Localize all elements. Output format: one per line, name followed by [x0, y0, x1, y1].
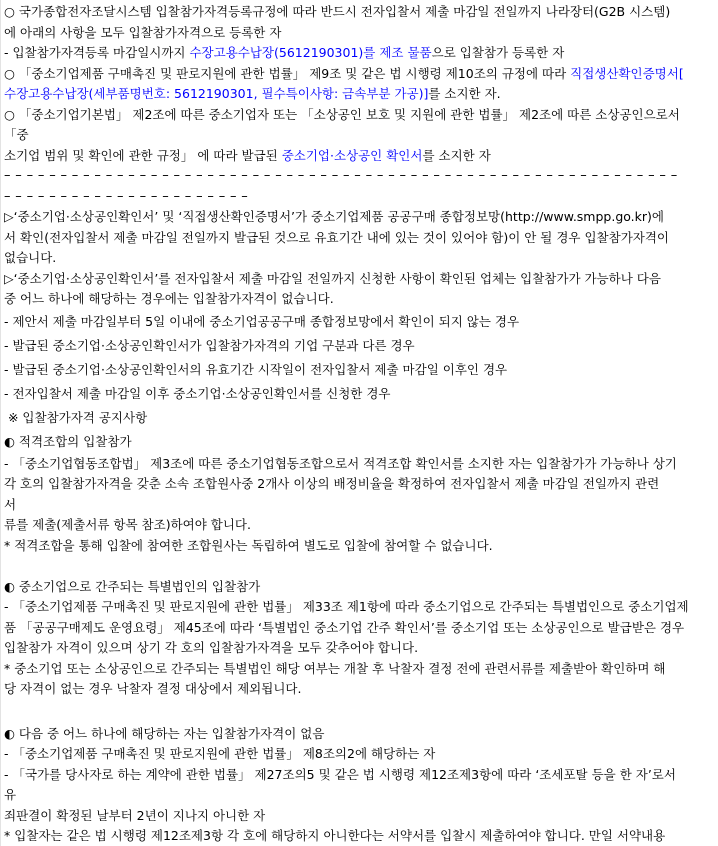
- text-segment: 서: [4, 496, 17, 512]
- highlighted-text-segment: 중소기업·소상공인 확인서: [281, 147, 423, 163]
- notice-text-line: [4, 744, 718, 765]
- separator-line: [4, 166, 718, 187]
- notice-text-line: [4, 597, 718, 618]
- text-segment: ––––––––––––––––––––––: [4, 188, 253, 204]
- text-segment: - 「국가를 당사자로 하는 계약에 관한 법률」 제27조의5 및 같은 법 시행령 제12조제3항에 따라 ‘조세포탈 등을 한 자’로서: [4, 766, 676, 782]
- text-segment: - 발급된 중소기업·소상공인확인서가 입찰참가자격의 기업 구분과 다른 경우: [4, 337, 415, 353]
- text-segment: 「중: [4, 127, 29, 142]
- text-segment: 각 호의 입찰참가자격을 갖춘 소속 조합원사중 2개사 이상의 배정비율을 확정하여 전자입찰서 제출 마감일 전일까지 관련: [4, 476, 660, 491]
- notice-text-line: [4, 64, 718, 85]
- separator-line: [4, 187, 718, 208]
- notice-text-line: [4, 105, 718, 126]
- highlighted-text-segment: 수장고용수납장(세부품명번호: 5612190301, 필수특이사항: 금속부분 가공)]: [4, 86, 429, 101]
- notice-text-line: [4, 785, 718, 806]
- text-segment: ––––––––––––––––––––––––––––––––––––––––––––––––––––––––––––: [4, 168, 682, 183]
- text-segment: ◐ 적격조합의 입찰참가: [4, 433, 132, 449]
- notice-text-line: [4, 289, 718, 310]
- notice-text-line: [4, 43, 718, 64]
- text-segment: - 「중소기업제품 구매촉진 및 판로지원에 관한 법률」 제33조 제1항에 따라 중소기업으로 간주되는 특별법인으로 중소기업제: [4, 599, 689, 614]
- text-segment: 류를 제출(제출서류 항목 참조)하여야 합니다.: [4, 517, 251, 532]
- notice-text-line: [4, 806, 718, 827]
- text-segment: 으로 입찰참가 등록한 자: [431, 45, 565, 60]
- text-segment: 서 확인(전자입찰서 제출 마감일 전일까지 발급된 것으로 유효기간 내에 있는 것이 있어야 함)이 안 될 경우 입찰참가자격이: [4, 229, 670, 245]
- notice-text-line: [4, 638, 718, 659]
- text-segment: - 전자입찰서 제출 마감일 이후 중소기업·소상공인확인서를 신청한 경우: [4, 385, 391, 401]
- notice-text-line: [4, 430, 718, 454]
- text-segment: 중 어느 하나에 해당하는 경우에는 입찰참가자격이 없습니다.: [4, 291, 334, 306]
- text-segment: 유: [4, 787, 17, 802]
- notice-text-line: [4, 310, 718, 334]
- notice-text-line: [4, 536, 718, 557]
- notice-text-line: [4, 826, 718, 846]
- notice-text-line: [4, 515, 718, 536]
- text-segment: - 제안서 제출 마감일부터 5일 이내에 중소기업공공구매 종합정보망에서 확인이 되지 않는 경우: [4, 313, 520, 329]
- notice-text-line: [4, 765, 718, 786]
- text-segment: - 발급된 중소기업·소상공인확인서의 유효기간 시작일이 전자입찰서 제출 마감일 이후인 경우: [4, 361, 508, 377]
- notice-text-line: [4, 228, 718, 249]
- notice-text-line: [4, 618, 718, 639]
- notice-text-line: [4, 207, 718, 228]
- notice-text-line: [4, 577, 718, 598]
- blank-line: [4, 712, 718, 724]
- text-segment: ○ 「중소기업제품 구매촉진 및 판로지원에 관한 법률」 제9조 및 같은 법 시행령 제10조의 규정에 따라: [4, 65, 571, 81]
- notice-text-line: [4, 679, 718, 700]
- text-segment: 죄판결이 확정된 날부터 2년이 지나지 아니한 자: [4, 807, 266, 823]
- text-segment: ※ 입찰참가자격 공지사항: [4, 409, 148, 425]
- blank-line: [4, 700, 718, 712]
- text-segment: 소기업 범위 및 확인에 관한 규정」 에 따라 발급된: [4, 147, 282, 163]
- notice-text-line: [4, 382, 718, 406]
- notice-text-line: [4, 125, 718, 146]
- notice-text-line: [4, 358, 718, 382]
- text-segment: 를 소지한 자.: [428, 86, 501, 101]
- text-segment: 당 자격이 없는 경우 낙찰자 결정 대상에서 제외됩니다.: [4, 681, 302, 696]
- notice-text-line: [4, 334, 718, 358]
- text-segment: 를 소지한 자: [422, 147, 491, 163]
- notice-text-line: [4, 269, 718, 290]
- notice-text-line: [4, 248, 718, 269]
- highlighted-text-segment: 직접생산확인증명서[: [570, 65, 684, 81]
- text-segment: * 입찰자는 같은 법 시행령 제12조제3항 각 호에 해당하지 아니한다는 서약서를 입찰시 제출하여야 합니다. 만일 서약내용: [4, 828, 666, 843]
- notice-text-line: [4, 495, 718, 516]
- notice-text-line: [4, 724, 718, 745]
- text-segment: 품 「공공구매제도 운영요령」 제45조에 따라 ‘특별법인 중소기업 간주 확인서’를 중소기업 또는 소상공인으로 발급받은 경우: [4, 619, 685, 635]
- text-segment: ▷‘중소기업·소상공인확인서’ 및 ‘직접생산확인증명서’가 중소기업제품 공공구매 종합정보망(http://www.smpp.go.kr)에: [4, 209, 664, 224]
- notice-text-line: [4, 659, 718, 680]
- text-segment: 입찰참가 자격이 있으며 상기 각 호의 입찰참가자격을 모두 갖추어야 합니다.: [4, 640, 419, 655]
- text-segment: - 입찰참가자격등록 마감일시까지: [4, 45, 190, 60]
- text-segment: - 「중소기업제품 구매촉진 및 판로지원에 관한 법률」 제8조의2에 해당하는 자: [4, 746, 436, 761]
- notice-text-line: [4, 2, 718, 23]
- text-segment: ○ 국가종합전자조달시스템 입찰참가자격등록규정에 따라 반드시 전자입찰서 제출 마감일 전일까지 나라장터(G2B 시스템): [4, 4, 671, 19]
- text-segment: - 「중소기업협동조합법」 제3조에 따른 중소기업협동조합으로서 적격조합 확인서를 소지한 자는 입찰참가가 가능하나 상기: [4, 455, 677, 471]
- notice-text-line: [4, 146, 718, 167]
- text-segment: ○ 「중소기업기본법」 제2조에 따른 중소기업자 또는 「소상공인 보호 및 지원에 관한 법률」 제2조에 따른 소상공인으로서: [4, 106, 680, 122]
- text-segment: * 중소기업 또는 소상공인으로 간주되는 특별법인 해당 여부는 개찰 후 낙찰자 결정 전에 관련서류를 제출받아 확인하며 해: [4, 660, 666, 676]
- text-segment: 없습니다.: [4, 250, 57, 265]
- text-segment: * 적격조합을 통해 입찰에 참여한 조합원사는 독립하여 별도로 입찰에 참여할 수 없습니다.: [4, 537, 493, 553]
- text-segment: ◐ 중소기업으로 간주되는 특별법인의 입찰참가: [4, 578, 261, 594]
- notice-text-line: [4, 474, 718, 495]
- text-segment: 에 아래의 사항을 모두 입찰참가자격으로 등록한 자: [4, 24, 282, 40]
- blank-line: [4, 556, 718, 577]
- highlighted-text-segment: 수장고용수납장(5612190301)를 제조 물품: [189, 45, 432, 60]
- text-segment: ◐ 다음 중 어느 하나에 해당하는 자는 입찰참가자격이 없음: [4, 725, 325, 741]
- notice-text-line: [4, 454, 718, 475]
- notice-text-line: [4, 406, 718, 430]
- notice-text-line: [4, 84, 718, 105]
- notice-text-line: [4, 23, 718, 44]
- text-segment: ▷‘중소기업·소상공인확인서’를 전자입찰서 제출 마감일 전일까지 신청한 사항이 확인된 업체는 입찰참가가 가능하나 다음: [4, 270, 661, 286]
